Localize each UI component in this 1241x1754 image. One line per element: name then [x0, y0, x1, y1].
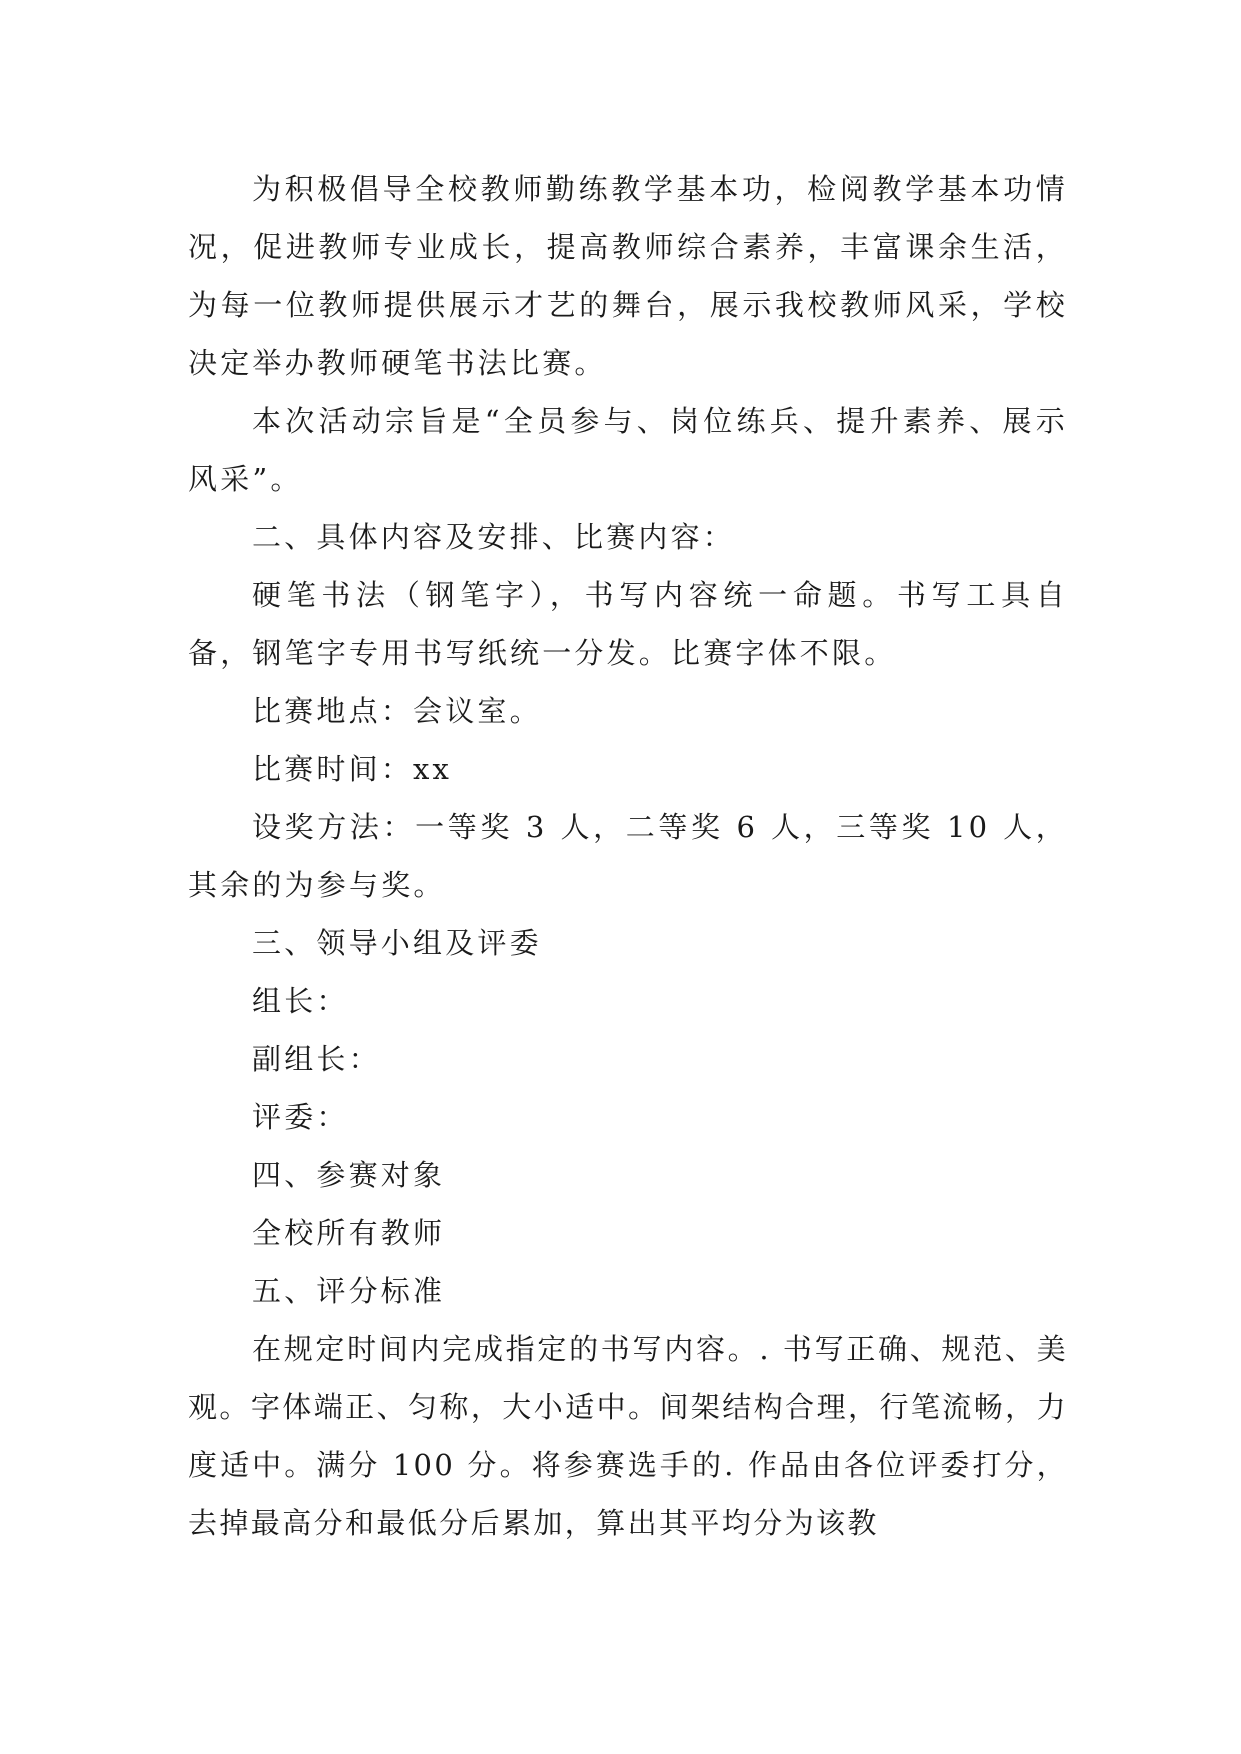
- paragraph-scoring: 在规定时间内完成指定的书写内容。. 书写正确、规范、美观。字体端正、匀称，大小适中。间架结构合理，行笔流畅，力度适中。满分 100 分。将参赛选手的. 作品由各位评委打分，去掉最高分和最低分后累加，算出其平均分为该教: [188, 1332, 1068, 1540]
- paragraph-location: 比赛地点：会议室。: [252, 694, 542, 728]
- paragraph-intro: 为积极倡导全校教师勤练教学基本功，检阅教学基本功情况，促进教师专业成长，提高教师综合素养，丰富课余生活，为每一位教师提供展示才艺的舞台，展示我校教师风采，学校决定举办教师硬笔书法比赛。: [188, 172, 1068, 380]
- document-body: [188, 160, 1068, 1552]
- section-heading-scoring: 五、评分标准: [252, 1274, 446, 1308]
- paragraph-time: 比赛时间：xx: [252, 752, 453, 786]
- section-heading-content: 二、具体内容及安排、比赛内容：: [252, 520, 736, 554]
- paragraph-participants: 全校所有教师: [252, 1216, 446, 1250]
- paragraph-awards: 设奖方法：一等奖 3 人，二等奖 6 人，三等奖 10 人，其余的为参与奖。: [188, 810, 1068, 902]
- paragraph-content: 硬笔书法（钢笔字），书写内容统一命题。书写工具自备，钢笔字专用书写纸统一分发。比赛字体不限。: [188, 578, 1068, 670]
- paragraph-deputy-leader: 副组长：: [252, 1042, 381, 1076]
- section-heading-participants: 四、参赛对象: [252, 1158, 446, 1192]
- paragraph-leader: 组长：: [252, 984, 349, 1018]
- paragraph-judges: 评委：: [252, 1100, 349, 1134]
- paragraph-purpose: 本次活动宗旨是“全员参与、岗位练兵、提升素养、展示风采”。: [188, 404, 1068, 496]
- section-heading-leadership: 三、领导小组及评委: [252, 926, 542, 960]
